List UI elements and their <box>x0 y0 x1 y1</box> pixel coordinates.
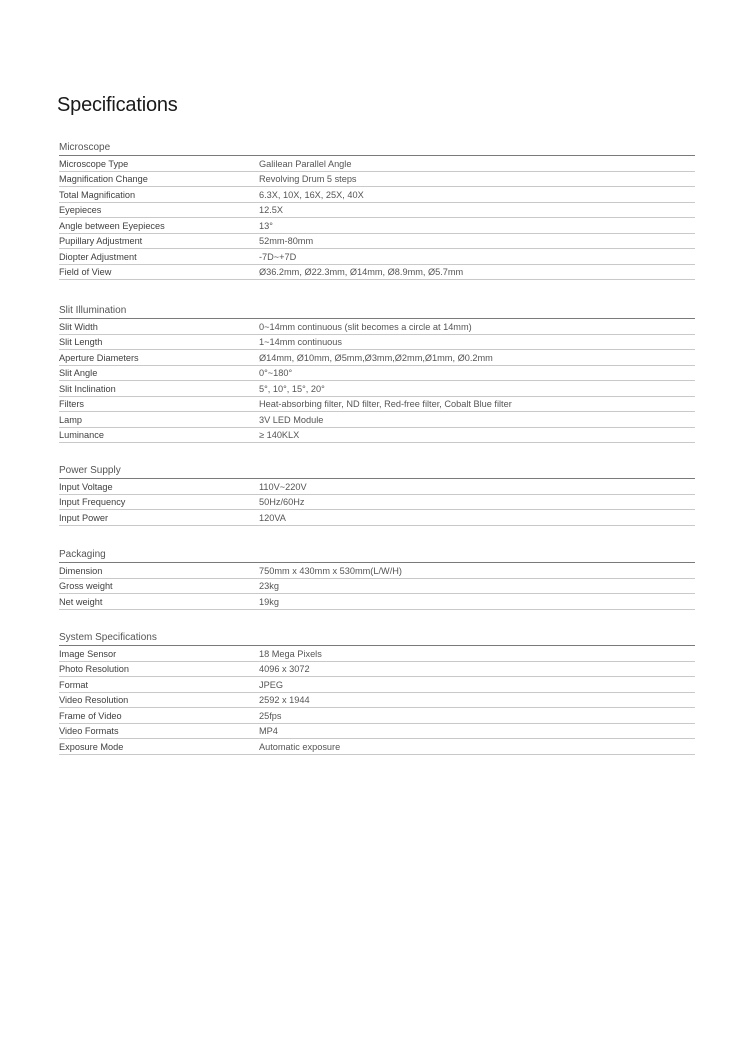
spec-label: Frame of Video <box>59 710 122 721</box>
spec-value: Revolving Drum 5 steps <box>259 174 357 184</box>
spec-row <box>59 495 695 511</box>
spec-label: Photo Resolution <box>59 664 129 674</box>
spec-label: Total Magnification <box>59 189 136 200</box>
spec-label: Net weight <box>59 596 103 607</box>
spec-row <box>59 350 695 366</box>
spec-row <box>59 412 695 428</box>
spec-row <box>59 677 695 693</box>
spec-label: Field of View <box>59 267 112 277</box>
spec-row <box>59 646 695 662</box>
spec-label: Slit Length <box>59 337 103 347</box>
spec-value: -7D~+7D <box>259 251 297 262</box>
page-title: Specifications <box>57 94 178 116</box>
section-title: Power Supply <box>59 464 695 479</box>
spec-label: Input Voltage <box>59 481 113 492</box>
spec-label: Gross weight <box>59 581 113 591</box>
spec-row <box>59 249 695 265</box>
spec-value: MP4 <box>259 726 278 736</box>
spec-label: Exposure Mode <box>59 741 124 752</box>
spec-value: 3V LED Module <box>259 414 324 425</box>
section-title: Microscope <box>59 141 695 156</box>
spec-label: Microscope Type <box>59 158 129 169</box>
spec-row <box>59 234 695 250</box>
spec-row <box>59 739 695 755</box>
spec-row <box>59 724 695 740</box>
section-packaging <box>59 548 695 610</box>
spec-label: Slit Width <box>59 321 98 332</box>
spec-row <box>59 428 695 444</box>
spec-row <box>59 366 695 382</box>
spec-value: 19kg <box>259 596 279 607</box>
spec-label: Luminance <box>59 430 104 440</box>
spec-label: Video Resolution <box>59 695 129 705</box>
spec-row <box>59 218 695 234</box>
spec-row <box>59 708 695 724</box>
spec-row <box>59 203 695 219</box>
spec-label: Slit Inclination <box>59 383 116 394</box>
section-title: Slit Illumination <box>59 304 695 319</box>
spec-label: Lamp <box>59 414 82 425</box>
spec-value: 18 Mega Pixels <box>259 648 322 659</box>
spec-value: JPEG <box>259 679 283 690</box>
spec-label: Format <box>59 679 89 690</box>
spec-row <box>59 594 695 610</box>
spec-row <box>59 187 695 203</box>
spec-label: Pupillary Adjustment <box>59 236 143 246</box>
spec-row <box>59 397 695 413</box>
spec-row <box>59 335 695 351</box>
spec-value: 0°~180° <box>259 368 293 378</box>
spec-label: Diopter Adjustment <box>59 251 137 262</box>
spec-value: 50Hz/60Hz <box>259 497 305 507</box>
spec-label: Eyepieces <box>59 205 102 215</box>
spec-label: Angle between Eyepieces <box>59 220 165 231</box>
spec-row <box>59 662 695 678</box>
spec-label: Input Power <box>59 512 109 523</box>
spec-row <box>59 510 695 526</box>
section-power-supply <box>59 464 695 526</box>
spec-value: Automatic exposure <box>259 741 341 752</box>
spec-value: Galilean Parallel Angle <box>259 158 352 169</box>
section-title: Packaging <box>59 548 695 563</box>
spec-row <box>59 156 695 172</box>
spec-value: 13° <box>259 220 273 231</box>
spec-label: Input Frequency <box>59 497 126 507</box>
spec-label: Aperture Diameters <box>59 352 139 363</box>
section-system-specifications <box>59 631 695 755</box>
spec-value: 1~14mm continuous <box>259 337 342 347</box>
spec-row <box>59 693 695 709</box>
section-microscope <box>59 141 695 280</box>
spec-value: 0~14mm continuous (slit becomes a circle at 14mm) <box>259 321 472 332</box>
spec-label: Dimension <box>59 565 103 576</box>
spec-value: 25fps <box>259 710 282 721</box>
spec-row <box>59 381 695 397</box>
spec-row <box>59 319 695 335</box>
spec-row <box>59 172 695 188</box>
spec-value: 12.5X <box>259 205 284 215</box>
section-title: System Specifications <box>59 631 695 646</box>
spec-label: Magnification Change <box>59 174 148 184</box>
spec-value: 120VA <box>259 512 286 523</box>
spec-value: 2592 x 1944 <box>259 695 310 705</box>
spec-value: 5°, 10°, 15°, 20° <box>259 383 325 394</box>
spec-value: ≥ 140KLX <box>259 430 300 440</box>
spec-value: Heat-absorbing filter, ND filter, Red-free filter, Cobalt Blue filter <box>259 399 512 409</box>
spec-value: Ø36.2mm, Ø22.3mm, Ø14mm, Ø8.9mm, Ø5.7mm <box>259 267 464 277</box>
section-slit-illumination <box>59 304 695 443</box>
spec-value: 52mm-80mm <box>259 236 314 246</box>
spec-value: 750mm x 430mm x 530mm(L/W/H) <box>259 565 402 576</box>
spec-row <box>59 479 695 495</box>
spec-row <box>59 265 695 281</box>
spec-row <box>59 563 695 579</box>
spec-value: 23kg <box>259 581 279 591</box>
spec-value: Ø14mm, Ø10mm, Ø5mm,Ø3mm,Ø2mm,Ø1mm, Ø0.2mm <box>259 352 493 363</box>
spec-row <box>59 579 695 595</box>
spec-label: Filters <box>59 399 85 409</box>
spec-value: 110V~220V <box>259 481 307 492</box>
spec-label: Slit Angle <box>59 368 98 378</box>
spec-value: 6.3X, 10X, 16X, 25X, 40X <box>259 189 364 200</box>
spec-label: Image Sensor <box>59 648 117 659</box>
spec-label: Video Formats <box>59 726 119 736</box>
spec-value: 4096 x 3072 <box>259 664 310 674</box>
